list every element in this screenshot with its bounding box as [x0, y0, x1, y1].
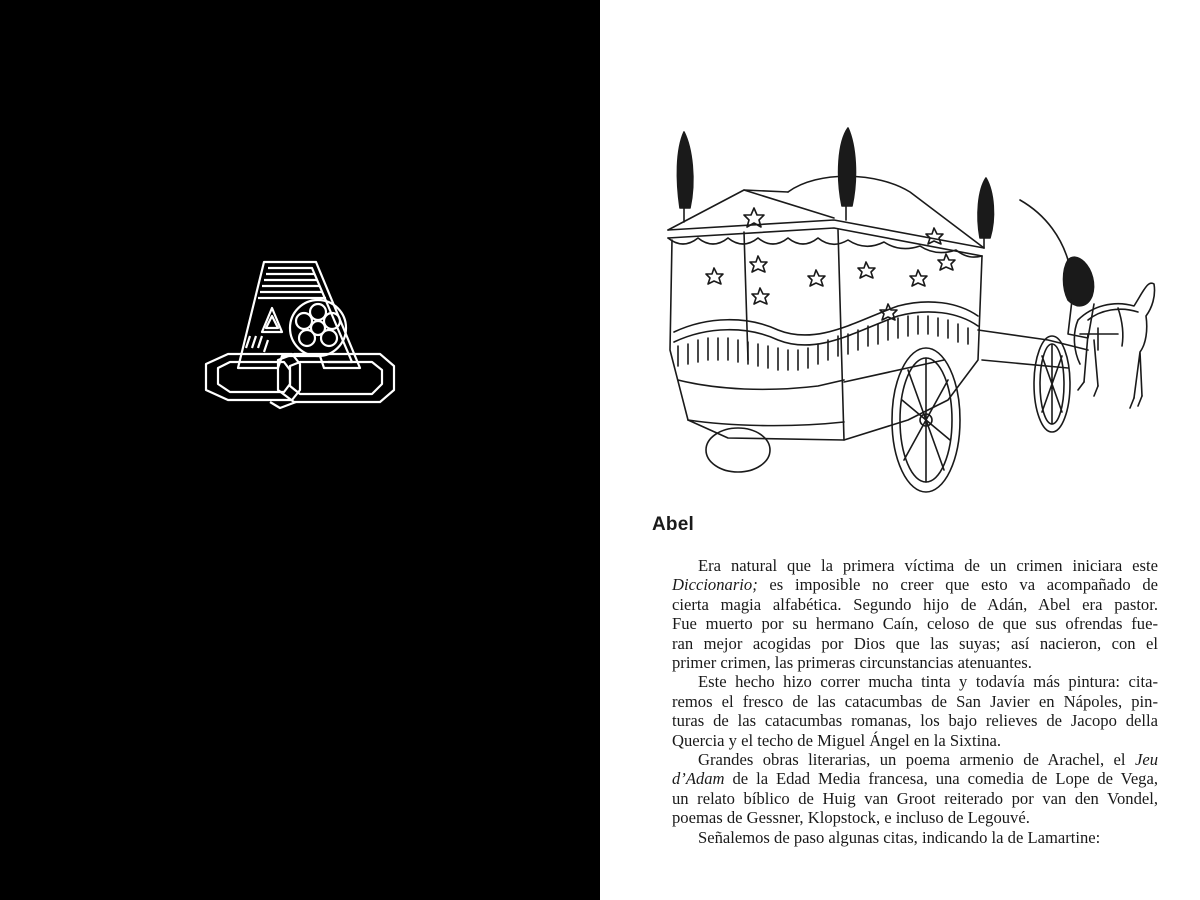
text-line — [672, 731, 1158, 750]
text-run: turas de las catacumbas romanas, los bajo relieves de Jacopo della — [672, 711, 1158, 731]
text-run: Era natural que la primera víctima de un crimen iniciara este — [698, 556, 1158, 575]
text-line — [672, 808, 1158, 827]
text-run: ran mejor acogidas por Dios que las suyas; así nacieron, con el — [672, 633, 1158, 653]
text-run: Quercia y el techo de Miguel Ángel en la Sixtina. — [672, 730, 1002, 750]
entry-body — [672, 556, 1158, 847]
text-line — [672, 692, 1158, 711]
text-line — [672, 595, 1158, 614]
text-run: primer crimen, las primeras circunstancias atenuantes. — [672, 653, 1032, 673]
text-line — [672, 614, 1158, 633]
text-run: Fue muerto por su hermano Caín, celoso de que sus ofrendas fue- — [672, 614, 1158, 634]
text-run: cierta magia alfabética. Segundo hijo de Adán, Abel era pastor. — [672, 594, 1158, 614]
entry-title: Abel — [652, 514, 694, 535]
italic-text: d’Adam — [672, 769, 725, 789]
text-line — [672, 828, 1158, 847]
text-line — [672, 575, 1158, 594]
ornamental-letter-a-icon — [200, 256, 400, 416]
right-page — [600, 0, 1200, 900]
text-line — [672, 789, 1158, 808]
text-line — [672, 750, 1158, 769]
italic-text: Diccionario; — [672, 575, 758, 595]
text-line — [672, 634, 1158, 653]
text-run: Grandes obras literarias, un poema armenio de Arachel, el — [698, 750, 1135, 770]
text-run: es imposible no creer que esto va acompañado de — [757, 575, 1158, 595]
text-line — [672, 711, 1158, 730]
text-line — [672, 556, 1158, 575]
text-run: Este hecho hizo correr mucha tinta y todavía más pintura: cita- — [698, 672, 1158, 692]
text-line — [672, 769, 1158, 788]
hearse-carriage-illustration — [648, 120, 1160, 500]
text-run: poemas de Gessner, Klopstock, e incluso de Legouvé. — [672, 808, 1030, 828]
text-line — [672, 653, 1158, 672]
text-run: Señalemos de paso algunas citas, indicando la de Lamartine: — [698, 827, 1101, 847]
text-run: un relato bíblico de Huig van Groot reiterado por van den Vondel, — [672, 788, 1158, 808]
text-run: de la Edad Media francesa, una comedia de Lope de Vega, — [724, 769, 1158, 789]
text-run: remos el fresco de las catacumbas de San Javier en Nápoles, pin- — [672, 691, 1158, 711]
text-line — [672, 672, 1158, 691]
italic-text: Jeu — [1134, 750, 1158, 770]
